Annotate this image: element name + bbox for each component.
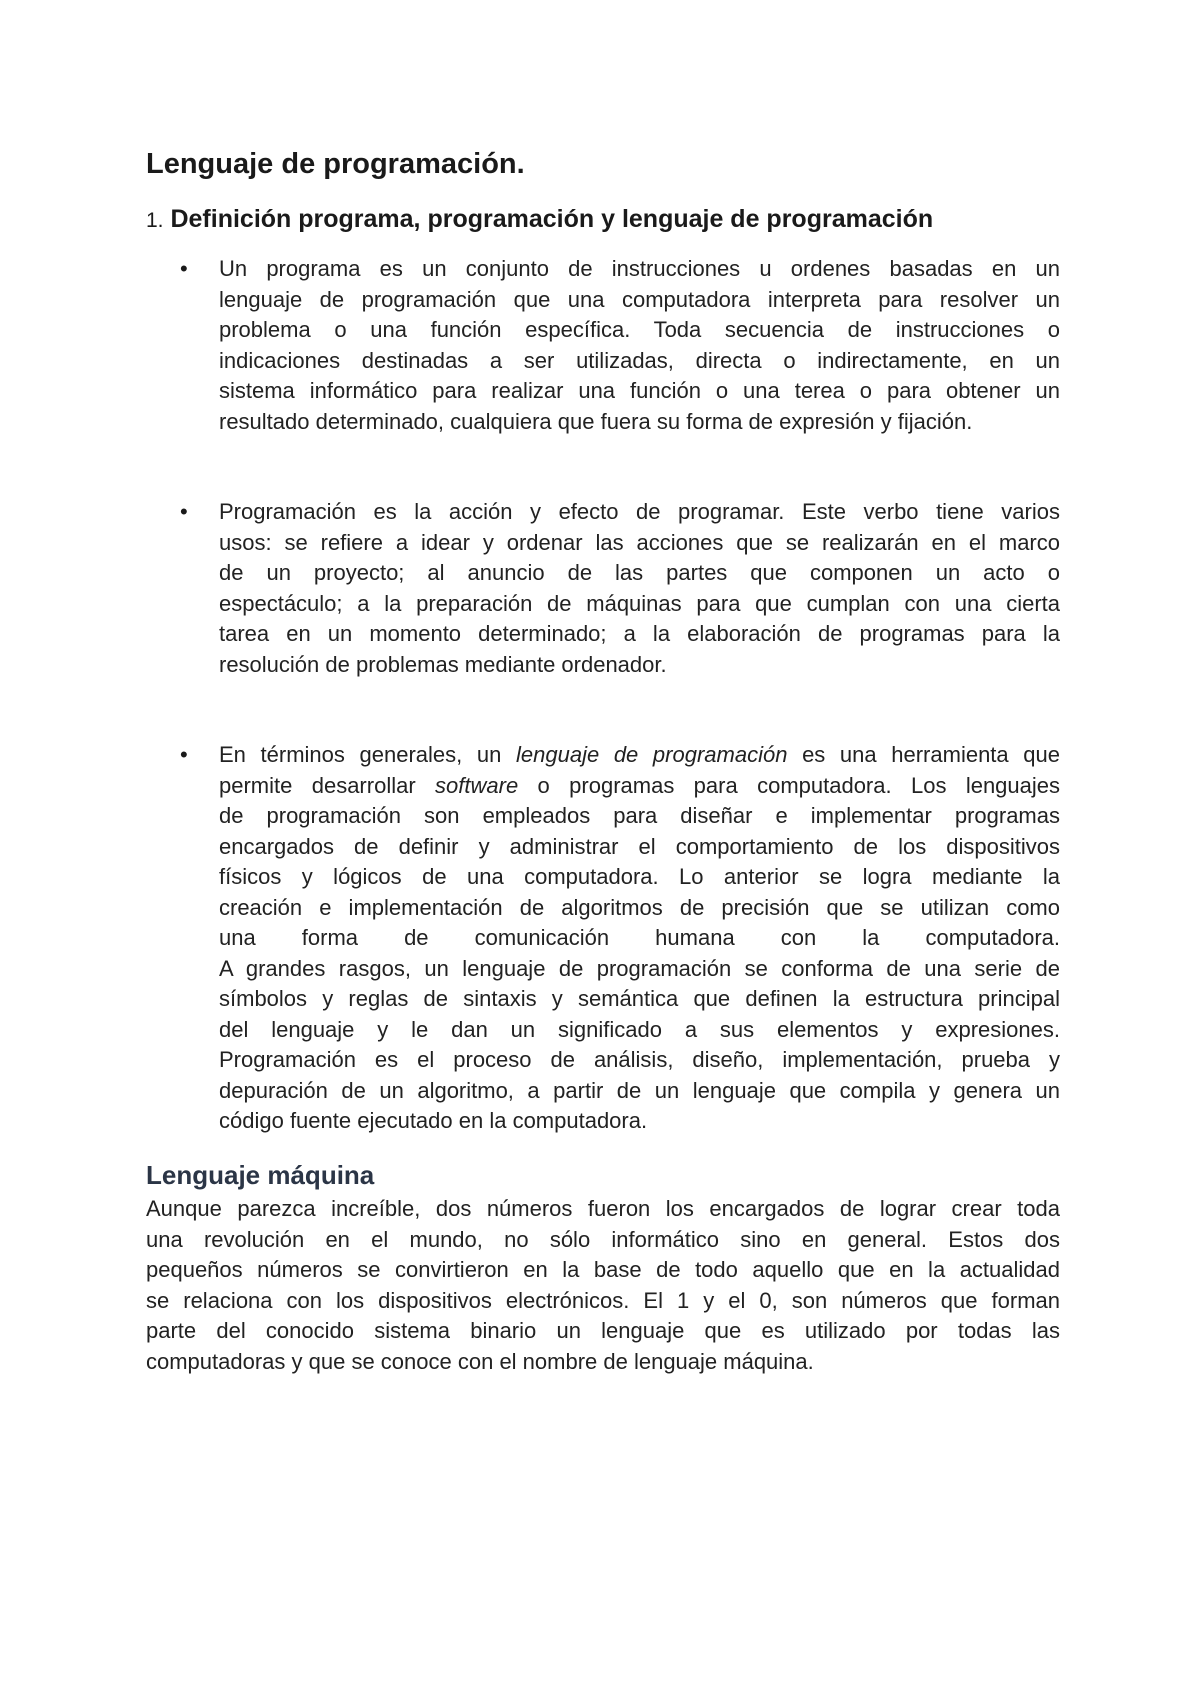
text-line: encargados de definir y administrar el comportamiento de los dispositivos [219,833,1060,859]
text-line: Programación es la acción y efecto de programar. Este verbo tiene varios [219,499,1060,524]
text-line: Un programa es un conjunto de instrucciones u ordenes basadas en un [219,256,1060,281]
text-line: de programación son empleados para diseñar e implementar programas [219,803,1060,828]
text-line: tarea en un momento determinado; a la elaboración de programas para la [219,621,1060,646]
section-heading-text: Definición programa, programación y lenguaje de programación [170,205,934,233]
text-line: Aunque parezca increíble, dos números fueron los encargados de lograr crear toda [146,1196,1060,1221]
document-title: Lenguaje de programación. [146,148,525,180]
section-heading [146,205,933,234]
text-line: símbolos y reglas de sintaxis y semántica que definen la estructura principal [219,986,1060,1011]
paragraph-lenguaje [219,740,1060,1137]
text-line: problema o una función específica. Toda secuencia de instrucciones o [219,317,1060,342]
text-line: depuración de un algoritmo, a partir de un lenguaje que compila y genera un [219,1077,1060,1103]
section-number: 1. [146,209,164,232]
text-line: lenguaje de programación que una computadora interpreta para resolver un [219,286,1060,312]
text-line: del lenguaje y le dan un significado a sus elementos y expresiones. [219,1016,1060,1042]
bullet-icon: • [180,256,188,281]
list-item-programa [146,254,1060,437]
text-line: usos: se refiere a idear y ordenar las acciones que se realizarán en el marco [219,529,1060,555]
text-line: se relaciona con los dispositivos electrónicos. El 1 y el 0, son números que forman [146,1287,1060,1313]
list-item-programacion [146,497,1060,680]
text-line [219,771,1060,802]
text-run: En términos generales, un [219,742,516,767]
text-line: indicaciones destinadas a ser utilizadas, directa o indirectamente, en un [219,347,1060,373]
text-line: resultado determinado, cualquiera que fuera su forma de expresión y fijación. [219,408,973,434]
bullet-icon: • [180,499,188,524]
italic-term: lenguaje de programación [516,742,788,767]
text-line: resolución de problemas mediante ordenador. [219,651,667,677]
definitions-list [146,254,1060,1197]
text-line: código fuente ejecutado en la computadora. [219,1108,648,1133]
paragraph-programacion [219,497,1060,680]
text-line: físicos y lógicos de una computadora. Lo anterior se logra mediante la [219,864,1060,889]
text-line: parte del conocido sistema binario un lenguaje que es utilizado por todas las [146,1318,1060,1343]
machine-language-paragraph [146,1194,1060,1377]
text-line: computadoras y que se conoce con el nombre de lenguaje máquina. [146,1348,814,1374]
text-run: permite desarrollar [219,772,436,798]
paragraph-programa [219,254,1060,437]
italic-term: software [435,772,519,798]
text-line: de un proyecto; al anuncio de las partes que componen un acto o [219,560,1060,585]
bullet-icon: • [180,742,188,767]
text-run: es una herramienta que [787,742,1060,767]
machine-language-heading: Lenguaje máquina [146,1160,375,1190]
text-line: A grandes rasgos, un lenguaje de programación se conforma de una serie de [219,955,1060,981]
text-line: creación e implementación de algoritmos de precisión que se utilizan como [219,894,1060,920]
text-line: una forma de comunicación humana con la computadora. [219,925,1060,950]
text-line [219,740,1060,771]
text-run: o programas para computadora. Los lenguajes [518,772,1061,798]
text-line: Programación es el proceso de análisis, diseño, implementación, prueba y [219,1047,1060,1072]
text-line: pequeños números se convirtieron en la base de todo aquello que en la actualidad [146,1257,1060,1282]
list-item-lenguaje [146,740,1060,1137]
text-line: sistema informático para realizar una función o una terea o para obtener un [219,378,1060,403]
text-line: una revolución en el mundo, no sólo informático sino en general. Estos dos [146,1226,1060,1252]
text-line: espectáculo; a la preparación de máquinas para que cumplan con una cierta [219,590,1060,616]
